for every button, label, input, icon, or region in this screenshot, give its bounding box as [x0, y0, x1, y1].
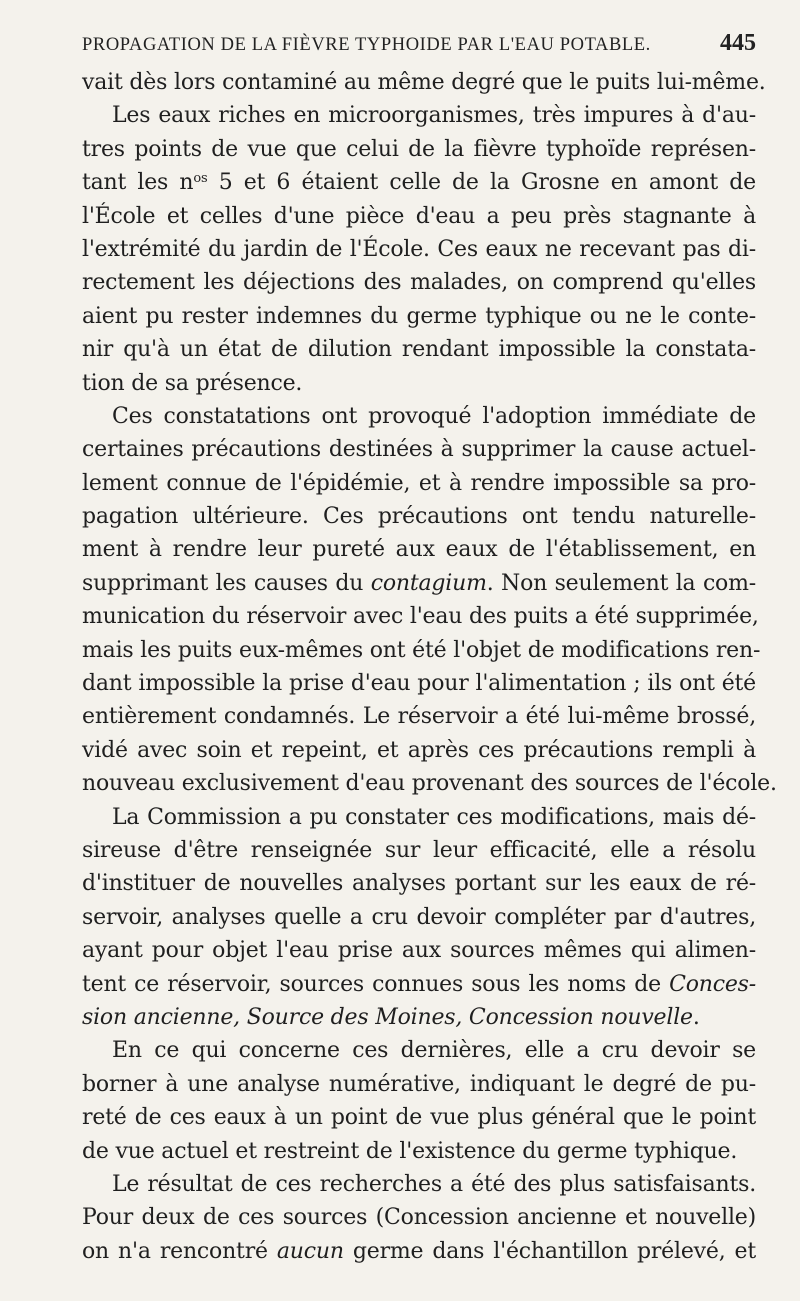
text-segment: entièrement condamnés. Le réservoir a été lui-même brossé, [82, 704, 756, 730]
page-number: 445 [720, 30, 756, 56]
text-line [82, 1101, 756, 1134]
text-line [82, 99, 756, 132]
text-line [82, 867, 756, 900]
text-line [82, 968, 756, 1001]
text-segment: tant les n [82, 170, 194, 196]
text-segment: ment à rendre leur pureté aux eaux de l'établissement, en [82, 537, 756, 563]
text-segment: pagation ultérieure. Ces précautions ont tendu naturelle- [82, 504, 756, 530]
text-segment: l'École et celles d'une pièce d'eau a peu près stagnante à [82, 203, 756, 229]
text-line [82, 500, 756, 533]
text-line [82, 700, 756, 733]
text-segment: dant impossible la prise d'eau pour l'alimentation ; ils ont été [82, 671, 756, 697]
text-line [82, 801, 756, 834]
text-segment: sireuse d'être renseignée sur leur efficacité, elle a résolu [82, 837, 756, 863]
text-line [82, 1201, 756, 1234]
italic-text: aucun [276, 1238, 344, 1264]
text-segment: de vue actuel et restreint de l'existence du germe typhique. [82, 1138, 738, 1164]
running-header [82, 30, 756, 60]
text-segment: borner à une analyse numérative, indiquant le degré de pu- [82, 1071, 756, 1097]
text-line [82, 300, 756, 333]
text-line [82, 1235, 756, 1268]
superscript-text: os [193, 171, 208, 187]
italic-text: sion ancienne, Source des Moines, Concession nouvelle [82, 1004, 693, 1030]
text-segment: La Commission a pu constater ces modifications, mais dé- [112, 804, 756, 830]
text-line [82, 634, 761, 667]
text-segment: aient pu rester indemnes du germe typhique ou ne le conte- [82, 303, 756, 329]
text-line [82, 400, 756, 433]
text-line [82, 200, 756, 233]
text-line [82, 266, 756, 299]
text-segment: germe dans l'échantillon prélevé, et [343, 1238, 756, 1264]
text-line [82, 734, 756, 767]
text-segment: ayant pour objet l'eau prise aux sources mêmes qui alimen- [82, 938, 756, 964]
text-segment: nir qu'à un état de dilution rendant impossible la constata- [82, 337, 756, 363]
text-segment: tent ce réservoir, sources connues sous les noms de [82, 971, 670, 997]
text-segment: tion de sa présence. [82, 370, 303, 396]
text-segment: servoir, analyses quelle a cru devoir compléter par d'autres, [82, 904, 756, 930]
text-line [82, 367, 756, 400]
text-line [82, 1168, 756, 1201]
running-title: PROPAGATION DE LA FIÈVRE TYPHOIDE PAR L'EAU POTABLE. [82, 35, 651, 55]
text-segment: d'instituer de nouvelles analyses portant sur les eaux de ré- [82, 871, 756, 897]
text-line [82, 66, 766, 99]
text-line [82, 834, 756, 867]
text-segment: 5 et 6 étaient celle de la Grosne en amont de [207, 170, 756, 196]
text-line [82, 333, 756, 366]
text-segment: vidé avec soin et repeint, et après ces précautions rempli à [82, 737, 756, 763]
text-segment: . Non seulement la com- [486, 570, 756, 596]
text-segment: Ces constatations ont provoqué l'adoption immédiate de [112, 403, 756, 429]
text-line [82, 1001, 756, 1034]
text-segment: rectement les déjections des malades, on comprend qu'elles [82, 270, 756, 296]
text-segment: l'extrémité du jardin de l'École. Ces eaux ne recevant pas di- [82, 236, 756, 262]
text-segment: on n'a rencontré [82, 1238, 277, 1264]
text-segment: reté de ces eaux à un point de vue plus général que le point [82, 1105, 756, 1131]
text-line [82, 166, 756, 199]
text-line [82, 567, 756, 600]
text-line [82, 433, 756, 466]
italic-text: Conces- [669, 971, 756, 997]
text-line [82, 233, 756, 266]
text-segment: Les eaux riches en microorganismes, très impures à d'au- [112, 103, 756, 129]
text-segment: En ce qui concerne ces dernières, elle a cru devoir se [112, 1038, 756, 1064]
text-segment: tres points de vue que celui de la fièvre typhoïde représen- [82, 136, 756, 162]
text-line [82, 1135, 756, 1168]
text-segment: munication du réservoir avec l'eau des puits a été supprimée, [82, 604, 759, 630]
text-line [82, 600, 759, 633]
text-segment: mais les puits eux-mêmes ont été l'objet de modifications ren- [82, 637, 761, 663]
text-line [82, 133, 756, 166]
text-line [82, 767, 777, 800]
text-segment: nouveau exclusivement d'eau provenant des sources de l'école. [82, 771, 777, 797]
text-segment: supprimant les causes du [82, 570, 371, 596]
text-segment: . [692, 1004, 700, 1030]
text-line [82, 1034, 756, 1067]
text-line [82, 467, 756, 500]
body-text [82, 66, 777, 1268]
text-segment: Pour deux de ces sources (Concession ancienne et nouvelle) [82, 1205, 756, 1231]
text-segment: certaines précautions destinées à supprimer la cause actuel- [82, 437, 756, 463]
text-segment: Le résultat de ces recherches a été des plus satisfaisants. [112, 1171, 756, 1197]
text-line [82, 1068, 756, 1101]
text-line [82, 533, 756, 566]
text-line [82, 667, 756, 700]
italic-text: contagium [370, 570, 487, 596]
text-line [82, 901, 756, 934]
text-segment: vait dès lors contaminé au même degré que le puits lui-même. [82, 70, 766, 95]
text-line [82, 934, 756, 967]
text-segment: lement connue de l'épidémie, et à rendre impossible sa pro- [82, 470, 756, 496]
